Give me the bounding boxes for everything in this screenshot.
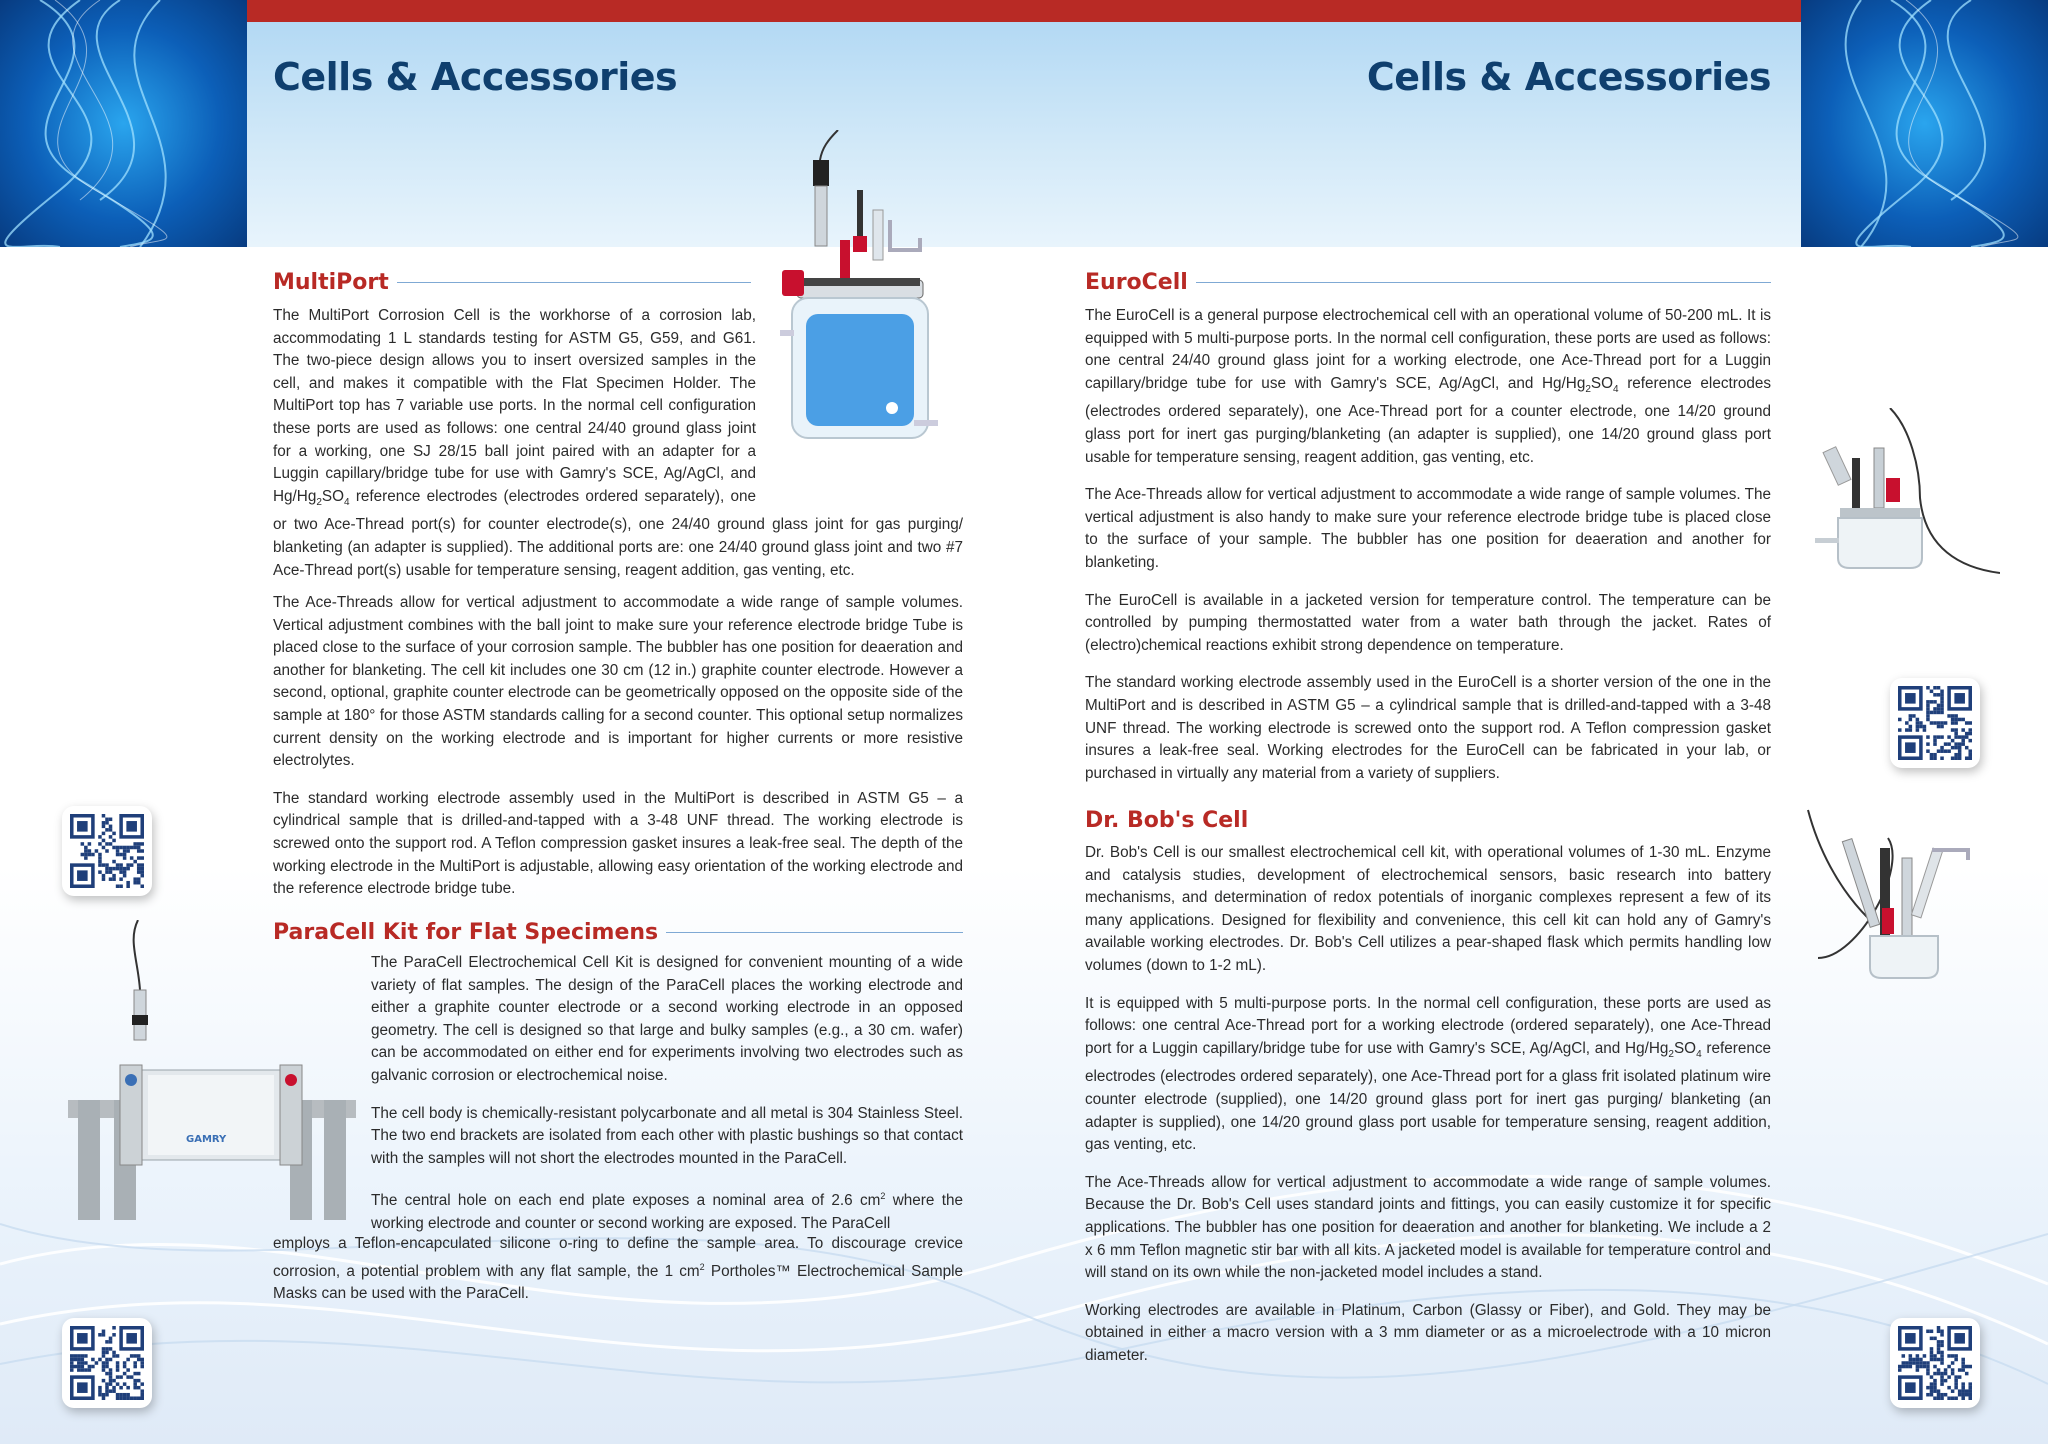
eurocell-paragraph-2: The Ace-Threads allow for vertical adjustment to accommodate a wide range of sample volumes. The vertical adjustment is also handy to make sure your reference electrode bridge tube is placed close to the surface of your sample. The bubbler has one position for deaeration and another for blanketing. <box>1085 486 1771 571</box>
eurocell-paragraph-4: The standard working electrode assembly used in the EuroCell is a shorter version of the one in the MultiPort and is described in ASTM G5 – a cylindrical sample that is drilled-and-tapped with a 3-48 UNF thread. The working electrode is screwed onto the support rod. A Teflon compression gasket insures a leak-free seal. Working electrodes for the EuroCell can be fabricated in your lab, or purchased in virtually any material from a variety of suppliers. <box>1085 674 1771 782</box>
multiport-cell-image <box>780 130 940 480</box>
drbob-paragraph-2 <box>1085 993 1771 1157</box>
text-span: SO <box>1590 374 1614 392</box>
gamry-logo: GAMRY <box>186 1134 227 1145</box>
eurocell-paragraph-3: The EuroCell is available in a jacketed version for temperature control. The temperature can be controlled by pumping thermostatted water from a water bath through the jacket. Rates of (electro)chemical reactions exhibit strong dependence on temperature. <box>1085 591 1771 654</box>
chem-so: SO <box>321 487 345 505</box>
drbob-heading-row <box>1085 808 1771 833</box>
drbob-body <box>1085 842 1771 1383</box>
multiport-line: Luggin capillary/bridge tube for use with Gamry's SCE, Ag/AgCl, and <box>273 465 756 483</box>
eurocell-body <box>1085 305 1771 800</box>
sub-span: 4 <box>1696 1048 1702 1060</box>
left-header-decoration <box>0 0 247 247</box>
drbob-cell-image <box>1798 808 1998 988</box>
right-header-decoration <box>1801 0 2048 247</box>
multiport-line: these ports are used as follows: one central 24/40 ground glass joint <box>273 419 756 437</box>
paracell-paragraph-2: The cell body is chemically-resistant polycarbonate and all metal is 304 Stainless Steel. The two end brackets are isolated from each other with plastic bushings so that contact with the samples will not short the electrodes mounted in the ParaCell. <box>371 1104 963 1167</box>
text-span: Portholes™ Electrochemical Sample Masks can be used with the ParaCell. <box>273 1262 963 1303</box>
wave-strands-icon <box>1801 0 2048 247</box>
multiport-hg-line <box>273 486 756 515</box>
drbob-paragraph-3: The Ace-Threads allow for vertical adjustment to accommodate a wide range of sample volumes. Because the Dr. Bob's Cell uses standard joints and fittings, you can easily customize it for specific applications. The bubbler has one position for deaeration and another for blanketing. We include a 2 x 6 mm Teflon magnetic stir bar with all kits. A jacketed model is available for temperature control and will stand on its own while the non-jacketed model includes a stand. <box>1085 1173 1771 1282</box>
paracell-body-2 <box>273 1233 963 1321</box>
heading-rule <box>397 282 751 283</box>
text-span: reference electrodes (electrodes ordered separately), one Ace-Thread port for a counter electrode, one 14/20 ground glass port for inert gas purging/blanketing (an adapter is supplied), one 14/20 ground glass port usable for temperature sensing, reagent addition, gas venting, etc. <box>1085 374 1771 466</box>
multiport-heading: MultiPort <box>273 270 389 295</box>
paracell-heading-row <box>273 920 963 945</box>
eurocell-image <box>1810 408 2000 578</box>
sup-span: 2 <box>699 1261 705 1272</box>
text-span: reference electrodes (electrodes ordered separately), one Ace-Thread port for a glass frit isolated platinum wire counter electrode (supplied), one 14/20 ground glass port for inert gas purging/ blanketing (an adapter is supplied), one 14/20 ground glass port usable for temperature sensing, reagent addition, gas venting, etc. <box>1085 1039 1772 1154</box>
multiport-paragraph-1 <box>273 305 963 582</box>
eurocell-paragraph-1 <box>1085 305 1771 469</box>
chem-sub: 4 <box>344 496 350 508</box>
multiport-body <box>273 305 963 597</box>
page-title-right: Cells & Accessories <box>1366 55 1771 99</box>
eurocell-heading: EuroCell <box>1085 270 1188 295</box>
qr-pattern <box>70 1326 144 1400</box>
multiport-line: The MultiPort Corrosion Cell is the workhorse of a corrosion lab, <box>273 307 756 324</box>
paracell-kit-image <box>58 920 358 1240</box>
paracell-body <box>371 952 963 1236</box>
qr-pattern <box>1898 1326 1972 1400</box>
heading-rule <box>1196 282 1771 283</box>
paracell-heading: ParaCell Kit for Flat Specimens <box>273 920 659 945</box>
qr-code-icon[interactable] <box>62 806 152 896</box>
page-title-left: Cells & Accessories <box>273 55 678 99</box>
multiport-line: cell, and makes it compatible with the Flat Specimen Holder. The <box>273 374 756 392</box>
multiport-body-2 <box>273 592 963 916</box>
multiport-line: for a working, one SJ 28/15 ball joint paired with an adapter for a <box>273 442 756 460</box>
text-span: The central hole on each end plate exposes a nominal area of 2.6 cm <box>371 1192 881 1210</box>
qr-code-icon[interactable] <box>1890 678 1980 768</box>
drbob-paragraph-4: Working electrodes are available in Platinum, Carbon (Glassy or Fiber), and Gold. They may be obtained in either a macro version with a 3 mm diameter or as a microelectrode with a 10 micron diameter. <box>1085 1301 1771 1364</box>
multiport-line: The two-piece design allows you to insert oversized samples in the <box>273 352 756 370</box>
chem-sub: 2 <box>316 496 322 508</box>
multiport-paragraph-2: The Ace-Threads allow for vertical adjustment to accommodate a wide range of sample volumes. Vertical adjustment combines with the ball joint to make sure your reference electrode bridge Tube is placed close to the surface of your corrosion sample. The bubbler has one position for deaeration and another for blanketing. The cell kit includes one 30 cm (12 in.) graphite counter electrode. However a second, optional, graphite counter electrode can be geometrically opposed on the opposite side of the sample at 180° for those ASTM standards calling for a second counter. This optional setup normalizes current density on the working electrode and is important for higher currents or more resistive electrolytes. <box>273 594 963 770</box>
multiport-line: MultiPort top has 7 variable use ports. In the normal cell configuration <box>273 397 756 415</box>
paracell-paragraph-3-end <box>273 1233 963 1306</box>
sub-span: 2 <box>1585 383 1591 395</box>
qr-code-icon[interactable] <box>62 1318 152 1408</box>
text-span: It is equipped with 5 multi-purpose ports. In the normal cell configuration, these ports are used as follows: one central Ace-Thread port for a working electrode (ordered separately), one Ace-Thread port for a Luggin capillary/bridge tube for use with Gamry's SCE, Ag/AgCl, and Hg/Hg <box>1085 994 1771 1057</box>
qr-pattern <box>1898 686 1972 760</box>
chem-hg: Hg/Hg <box>273 487 317 505</box>
multiport-heading-row <box>273 270 751 295</box>
qr-pattern <box>70 814 144 888</box>
top-accent-bar <box>247 0 1801 22</box>
eurocell-heading-row <box>1085 270 1771 295</box>
drbob-paragraph-1: Dr. Bob's Cell is our smallest electrochemical cell kit, with operational volumes of 1-30 mL. Enzyme and catalysis studies, development of electrochemical sensors, basic research into battery mechanisms, and determination of redox potentials of inorganic complexes represent a few of its many applications. Designed for flexibility and convenience, this cell kit can hold any of Gamry's available working electrodes. Dr. Bob's Cell utilizes a pear-shaped flask which permits handling low volumes (down to 1-2 mL). <box>1085 844 1771 974</box>
qr-code-icon[interactable] <box>1890 1318 1980 1408</box>
multiport-paragraph-1-tail: or two Ace-Thread port(s) for counter electrode(s), one 24/40 ground glass joint for gas purging/ blanketing (an adapter is supplied). The additional ports are: one 24/40 ground glass joint and two #7 Ace-Thread port(s) usable for temperature sensing, reagent addition, gas venting, etc. <box>273 516 963 579</box>
text-span: employs a Teflon-encapculated silicone o-ring to define the sample area. To discourage crevice corrosion, a potential problem with any flat sample, the 1 cm <box>273 1235 963 1280</box>
sup-span: 2 <box>880 1191 886 1202</box>
sub-span: 2 <box>1668 1048 1674 1060</box>
text-span: where the working electrode and counter or second working are exposed. The ParaCell <box>371 1192 963 1233</box>
paracell-paragraph-1: The ParaCell Electrochemical Cell Kit is designed for convenient mounting of a wide variety of flat samples. The design of the ParaCell places the working electrode and either a graphite counter electrode or a second working electrode in an opposed geometry. The cell is designed so that large and bulky samples (e.g., a 30 cm. wafer) can be accommodated on either end for experiments involving two electrodes such as galvanic corrosion or electrochemical noise. <box>371 954 963 1084</box>
chem-rest: reference electrodes (electrodes ordered separately), one <box>349 487 756 505</box>
drbob-heading: Dr. Bob's Cell <box>1085 808 1249 833</box>
paracell-paragraph-3-start <box>371 1185 963 1235</box>
multiport-wrapped-lines <box>273 305 756 486</box>
text-span: The EuroCell is a general purpose electrochemical cell with an operational volume of 50-200 mL. It is equipped with 5 multi-purpose ports. In the normal cell configuration, these ports are used as follows: one central 24/40 ground glass joint for a working electrode, one Ace-Thread port for a Luggin capillary/bridge tube for use with Gamry's SCE, Ag/AgCl, and Hg/Hg <box>1085 307 1771 392</box>
wave-strands-icon <box>0 0 247 247</box>
heading-rule <box>666 932 963 933</box>
sub-span: 4 <box>1613 383 1619 395</box>
multiport-line: accommodating 1 L standards testing for ASTM G5, G59, and G61. <box>273 329 756 347</box>
multiport-paragraph-3: The standard working electrode assembly used in the MultiPort is described in ASTM G5 – a cylindrical sample that is drilled-and-tapped with a 3-48 UNF thread. The working electrode is screwed onto the support rod. A Teflon compression gasket insures a leak-free seal. The depth of the working electrode in the MultiPort is adjustable, allowing easy orientation of the working electrode and the reference electrode bridge tube. <box>273 789 963 898</box>
text-span: SO <box>1673 1039 1697 1057</box>
